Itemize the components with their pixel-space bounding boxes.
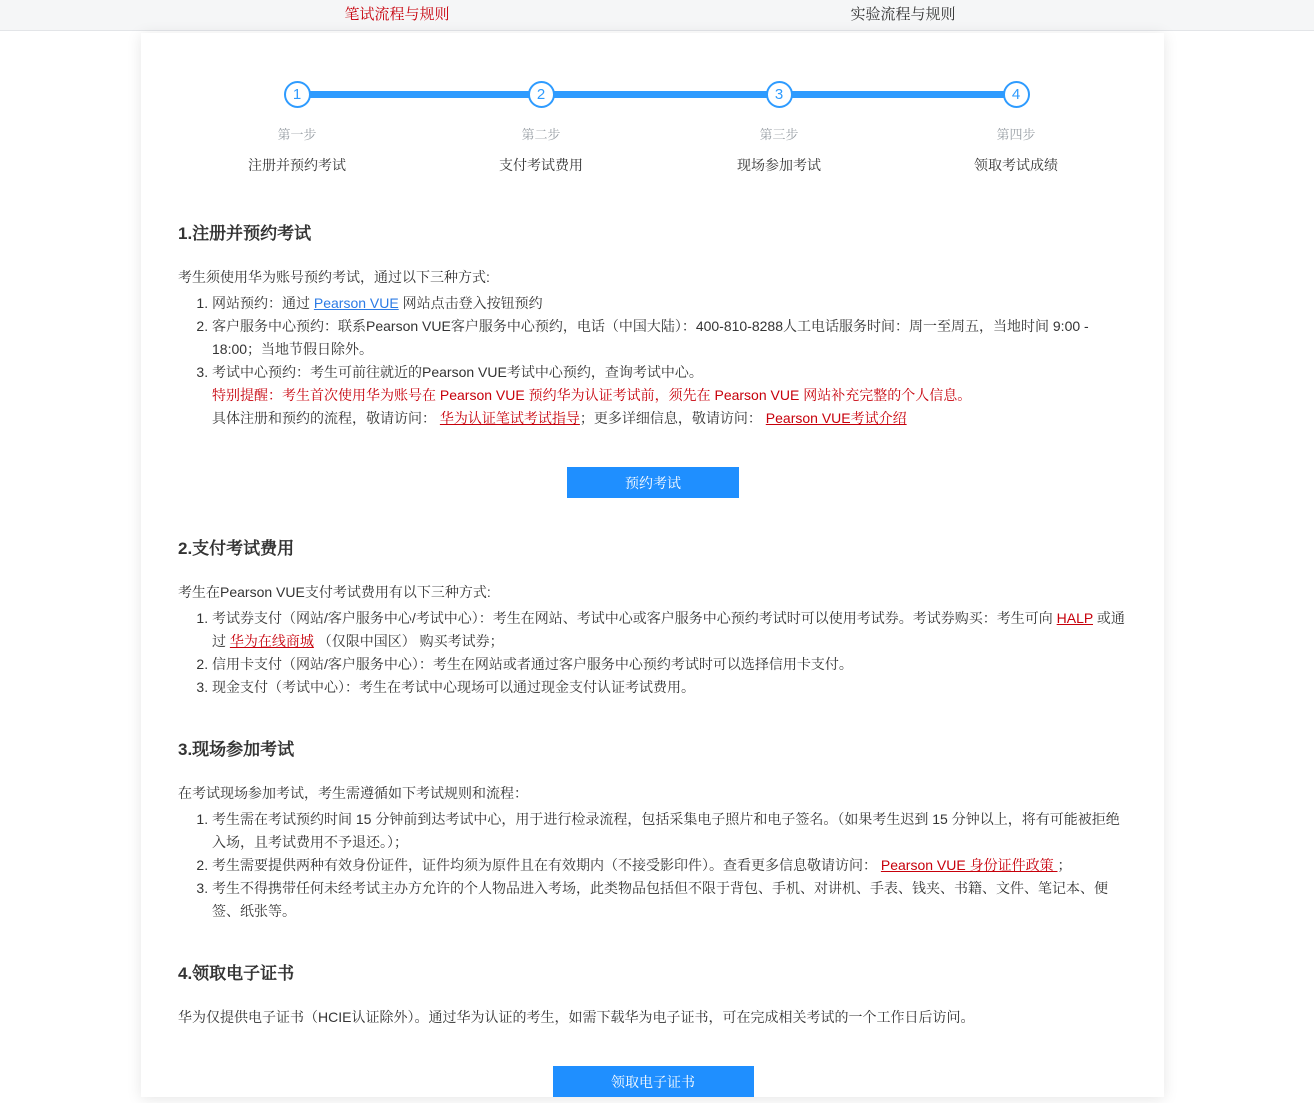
section-4-heading: 4.领取电子证书 — [178, 964, 295, 983]
tab-written-exam-rules[interactable]: 笔试流程与规则 — [344, 6, 450, 23]
section-4-intro: 华为仅提供电子证书（HCIE认证除外）。通过华为认证的考生，如需下载华为电子证书，可在完成相关考试的一个工作日后访问。 — [178, 1009, 975, 1025]
rules-sections — [141, 219, 1164, 1097]
section-3-intro: 在考试现场参加考试，考生需遵循如下考试规则和流程： — [178, 785, 528, 801]
step-2-circle: 2 — [528, 81, 555, 108]
special-reminder — [212, 384, 1128, 407]
list-item — [212, 607, 1128, 653]
top-tab-bar — [0, 0, 1314, 31]
step-3-circle: 3 — [766, 81, 793, 108]
written-exam-guide-link[interactable]: 华为认证笔试考试指导 — [439, 410, 580, 426]
text-run: 考试券支付（网站/客户服务中心/考试中心）：考生在网站、考试中心或客户服务中心预约考试时可以使用考试券。考试券购买：考生可向 — [212, 610, 1057, 626]
text-run: 客户服务中心预约：联系Pearson VUE客户服务中心预约，电话（中国大陆）：400-810-8288人工电话服务时间：周一至周五，当地时间 9:00 - 18:00；当地节假日除外。 — [212, 318, 1089, 357]
text-run: ； — [1057, 857, 1072, 873]
step-4-title: 领取考试成绩 — [974, 157, 1058, 173]
text-run: 考生不得携带任何未经考试主办方允许的个人物品进入考场，此类物品包括但不限于背包、手机、对讲机、手表、钱夹、书籍、文件、笔记本、便签、纸张等。 — [212, 880, 1108, 919]
step-1-title: 注册并预约考试 — [248, 157, 346, 173]
text-run: 考试中心预约：考生可前往就近的Pearson VUE考试中心预约，查询考试中心。 — [212, 364, 703, 380]
step-1-label: 第一步 — [277, 127, 317, 142]
text-run: 考生需要提供两种有效身份证件，证件均须为原件且在有效期内（不接受影印件）。查看更多信息敬请访问： — [212, 857, 881, 873]
pearson-vue-link[interactable]: Pearson VUE — [313, 295, 399, 311]
list-item — [212, 361, 1128, 384]
content-card — [141, 33, 1164, 1097]
section-1-intro: 考生须使用华为账号预约考试，通过以下三种方式: — [178, 269, 490, 285]
text-run: 或通过 — [212, 610, 1125, 649]
step-4 — [906, 81, 1126, 175]
list-item — [212, 292, 1128, 315]
text-run: 网站点击登入按钮预约 — [398, 295, 543, 311]
section-3-heading: 3.现场参加考试 — [178, 740, 295, 759]
step-4-circle: 4 — [1003, 81, 1030, 108]
halp-link[interactable]: HALP — [1056, 610, 1093, 626]
section-1-list — [178, 292, 1128, 384]
text-run: 考生需在考试预约时间 15 分钟前到达考试中心，用于进行检录流程，包括采集电子照片和电子签名。（如果考生迟到 15 分钟以上，将有可能被拒绝入场，且考试费用不予退还。）； — [212, 811, 1120, 850]
text-run: 现金支付（考试中心）：考生在考试中心现场可以通过现金支付认证考试费用。 — [212, 679, 695, 695]
step-3-title: 现场参加考试 — [737, 157, 821, 173]
step-2-label: 第二步 — [521, 127, 561, 142]
step-1-circle: 1 — [284, 81, 311, 108]
text-run: 特别提醒：考生首次使用华为账号在 Pearson VUE 预约华为认证考试前，须先在 Pearson VUE 网站补充完整的个人信息。 — [212, 387, 972, 403]
exam-step-progress — [141, 81, 1164, 173]
list-item — [212, 808, 1128, 854]
pearson-vue-intro-link[interactable]: Pearson VUE考试介绍 — [765, 410, 907, 426]
list-item — [212, 877, 1128, 923]
registration-guide-note — [212, 407, 1128, 430]
section-3-list — [178, 808, 1128, 923]
list-item — [212, 653, 1128, 676]
get-ecert-button[interactable]: 领取电子证书 — [553, 1066, 754, 1097]
section-1-heading: 1.注册并预约考试 — [178, 224, 312, 243]
text-run: 信用卡支付（网站/客户服务中心）：考生在网站或者通过客户服务中心预约考试时可以选择信用卡支付。 — [212, 656, 853, 672]
step-3 — [669, 81, 889, 175]
step-2 — [431, 81, 651, 175]
section-2-heading: 2.支付考试费用 — [178, 539, 295, 558]
step-2-title: 支付考试费用 — [499, 157, 583, 173]
tab-lab-exam-rules[interactable]: 实验流程与规则 — [850, 6, 956, 23]
text-run: ；更多详细信息，敬请访问： — [579, 410, 766, 426]
huawei-online-store-link[interactable]: 华为在线商城 — [229, 633, 314, 649]
list-item — [212, 854, 1128, 877]
step-3-label: 第三步 — [759, 127, 799, 142]
list-item — [212, 315, 1128, 361]
section-2-list — [178, 607, 1128, 699]
section-2-intro: 考生在Pearson VUE支付考试费用有以下三种方式: — [178, 584, 491, 600]
reserve-exam-button[interactable]: 预约考试 — [567, 467, 739, 498]
id-policy-link[interactable]: Pearson VUE 身份证件政策 — [880, 857, 1058, 873]
step-4-label: 第四步 — [996, 127, 1036, 142]
list-item — [212, 676, 1128, 699]
text-run: （仅限中国区） 购买考试券； — [313, 633, 504, 649]
step-1 — [187, 81, 407, 175]
text-run: 具体注册和预约的流程，敬请访问： — [212, 410, 440, 426]
text-run: 网站预约：通过 — [212, 295, 314, 311]
